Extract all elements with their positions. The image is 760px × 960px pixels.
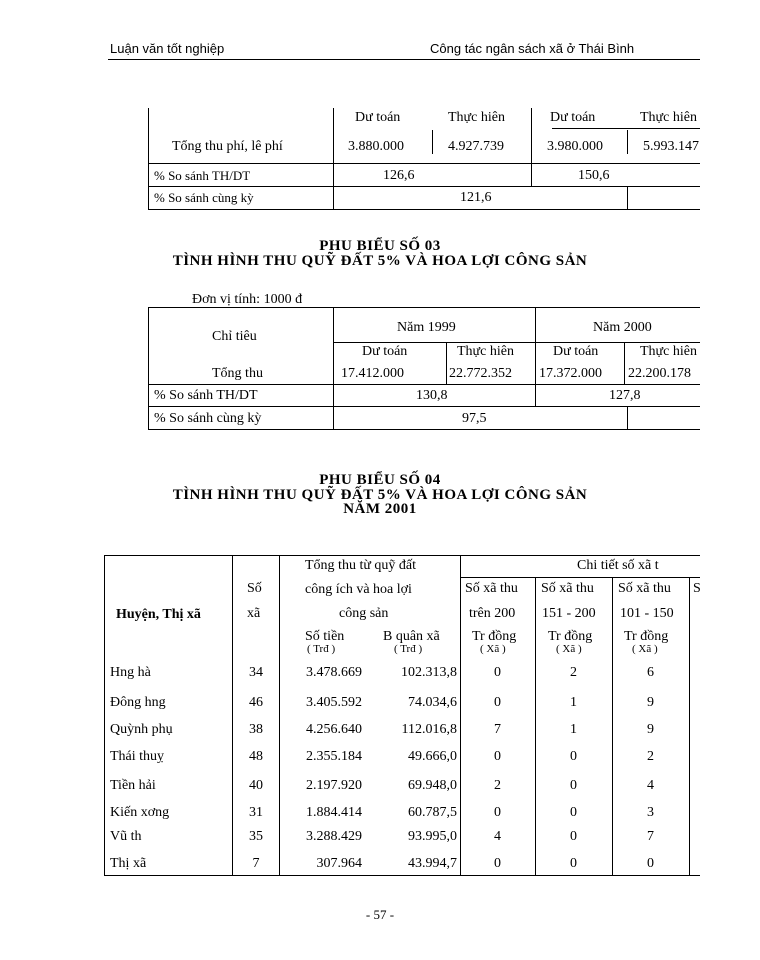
t3-col-estimate-2: Dư toán [553,344,599,359]
t4-cell-avg: 102.313,8 [401,665,457,680]
t4-cell-d3: 2 [647,749,654,764]
t4-detail3-l2: 101 - 150 [620,606,674,621]
appendix3-year1: Năm 1999 [397,320,456,335]
appendix4-subtitle: TÌNH HÌNH THU QUỸ ĐẤT 5% VÀ HOA LỢI CÔNG SẢN [172,487,588,503]
t4-cell-d1: 7 [494,722,501,737]
t4-col-avg-unit: ( Trđ ) [394,643,423,655]
t4-cell-d2: 1 [570,695,577,710]
t4-cell-count: 40 [249,778,263,793]
t4-col-total-1: Tổng thu từ quỹ đất [305,558,417,573]
header-left: Luận văn tốt nghiệp [110,41,225,56]
t1-same-value: 121,6 [460,190,492,205]
t4-cell-d2: 0 [570,829,577,844]
t4-col-district: Huyện, Thị xã [116,607,201,622]
t4-detail3-l1: Số xã thu [618,581,671,596]
t4-cell-name: Đông hng [110,695,166,710]
t3-col-estimate-1: Dư toán [362,344,408,359]
t4-cell-name: Kiến xơng [110,805,170,820]
t4-cell-d3: 4 [647,778,654,793]
t4-cell-avg: 112.016,8 [401,722,457,737]
t4-cell-avg: 43.994,7 [408,856,457,871]
t4-detail3-l4: ( Xã ) [632,643,658,655]
t4-cell-d1: 4 [494,829,501,844]
t4-cell-amount: 307.964 [316,856,362,871]
t4-detail2-l4: ( Xã ) [556,643,582,655]
t4-detail2-l2: 151 - 200 [542,606,596,621]
t1-total-v2: 4.927.739 [448,139,504,154]
appendix4-title: PHU BIỂU SỐ 04 [319,472,441,488]
t4-cell-d3: 9 [647,722,654,737]
appendix3-title: PHU BIỂU SỐ 03 [319,238,441,254]
t4-cell-d1: 0 [494,805,501,820]
t3-total-label: Tổng thu [212,366,263,381]
t3-same-value: 97,5 [462,411,487,426]
t4-cell-amount: 4.256.640 [306,722,362,737]
t4-col-total-3: công sản [339,606,389,621]
t3-total-v2: 22.772.352 [449,366,512,381]
appendix3-indicator-label: Chỉ tiêu [212,329,257,344]
appendix3-year2: Năm 2000 [593,320,652,335]
t4-cell-name: Vũ th [110,829,142,844]
t4-cell-amount: 2.355.184 [306,749,362,764]
t4-cell-avg: 74.034,6 [408,695,457,710]
t4-detail1-l2: trên 200 [469,606,516,621]
t4-col-detail: Chi tiết số xã t [577,558,659,573]
t1-ratio-v1: 126,6 [383,168,415,183]
t4-cell-d2: 0 [570,749,577,764]
t3-col-actual-2: Thực hiên [640,344,697,359]
t4-cell-count: 35 [249,829,263,844]
t3-ratio-v1: 130,8 [416,388,448,403]
t4-cell-d3: 3 [647,805,654,820]
t3-total-v3: 17.372.000 [539,366,602,381]
t4-cell-name: Hng hà [110,665,151,680]
appendix3-unit: Đơn vị tính: 1000 đ [192,292,303,307]
t4-cell-d3: 9 [647,695,654,710]
t1-total-v4: 5.993.147 [643,139,699,154]
t4-cell-amount: 3.288.429 [306,829,362,844]
t4-cell-d2: 1 [570,722,577,737]
t3-total-v1: 17.412.000 [341,366,404,381]
t4-cell-name: Thái thuỵ [110,749,165,764]
t4-cell-count: 7 [252,856,260,871]
t1-total-label: Tổng thu phí, lê phí [172,139,283,154]
t4-cell-d2: 2 [570,665,577,680]
t4-cell-d1: 0 [494,749,501,764]
t4-cell-amount: 1.884.414 [306,805,362,820]
t4-cell-d2: 0 [570,856,577,871]
t4-cell-d1: 2 [494,778,501,793]
t1-total-v3: 3.980.000 [547,139,603,154]
header-right: Công tác ngân sách xã ở Thái Bình [430,41,635,56]
t4-cell-name: Quỳnh phụ [110,722,173,737]
t4-cell-amount: 3.478.669 [306,665,362,680]
t1-ratio-label: % So sánh TH/DT [154,168,251,183]
t4-detail1-l1: Số xã thu [465,581,518,596]
t1-same-label: % So sánh cùng kỳ [154,190,254,205]
t3-total-v4: 22.200.178 [628,366,691,381]
t4-cell-amount: 3.405.592 [306,695,362,710]
t4-cell-name: Thị xã [110,856,147,871]
t4-detail3-l3: Tr đồng [624,629,669,644]
t4-detail2-l1: Số xã thu [541,581,594,596]
t4-col-total-2: công ích và hoa lợi [305,582,412,597]
t4-detail1-l4: ( Xã ) [480,643,506,655]
t4-cell-name: Tiền hải [110,778,156,793]
t4-cell-d2: 0 [570,778,577,793]
t4-cell-d1: 0 [494,695,501,710]
page-number: - 57 - [365,907,395,922]
t4-cell-d3: 7 [647,829,654,844]
appendix4-year: NĂM 2001 [343,501,417,517]
t4-cell-d3: 6 [647,665,654,680]
t1-total-v1: 3.880.000 [348,139,404,154]
t4-detail1-l3: Tr đồng [472,629,517,644]
t4-cell-avg: 49.666,0 [408,749,457,764]
t4-cell-d1: 0 [494,856,501,871]
t4-col-avg: B quân xã [383,629,440,644]
t3-ratio-label: % So sánh TH/DT [154,388,258,403]
t4-cell-avg: 93.995,0 [408,829,457,844]
t4-col-amount-unit: ( Trđ ) [307,643,336,655]
t1-col-actual-1: Thực hiên [448,110,505,125]
t4-cell-avg: 69.948,0 [408,778,457,793]
t4-detail4-l1: S [693,581,701,596]
appendix3-subtitle: TÌNH HÌNH THU QUỸ ĐẤT 5% VÀ HOA LỢI CÔNG SẢN [172,253,588,269]
t4-detail2-l3: Tr đồng [548,629,593,644]
t1-col-estimate-1: Dư toán [355,110,401,125]
t3-ratio-v2: 127,8 [609,388,641,403]
t1-ratio-v2: 150,6 [578,168,610,183]
t4-col-count-2: xã [247,606,261,621]
t3-same-label: % So sánh cùng kỳ [154,411,262,426]
t4-cell-count: 34 [249,665,263,680]
t4-cell-count: 38 [249,722,263,737]
t4-col-count-1: Số [247,581,262,596]
t4-cell-avg: 60.787,5 [408,805,457,820]
t4-cell-count: 46 [249,695,263,710]
t4-cell-d3: 0 [647,856,654,871]
t4-cell-count: 31 [249,805,263,820]
t4-cell-amount: 2.197.920 [306,778,362,793]
t3-col-actual-1: Thực hiên [457,344,514,359]
t4-col-amount: Số tiền [305,629,345,644]
t1-col-estimate-2: Dư toán [550,110,596,125]
header-rule [108,59,700,60]
t4-cell-count: 48 [249,749,263,764]
t1-col-actual-2: Thực hiên [640,110,697,125]
t4-cell-d1: 0 [494,665,501,680]
t4-cell-d2: 0 [570,805,577,820]
